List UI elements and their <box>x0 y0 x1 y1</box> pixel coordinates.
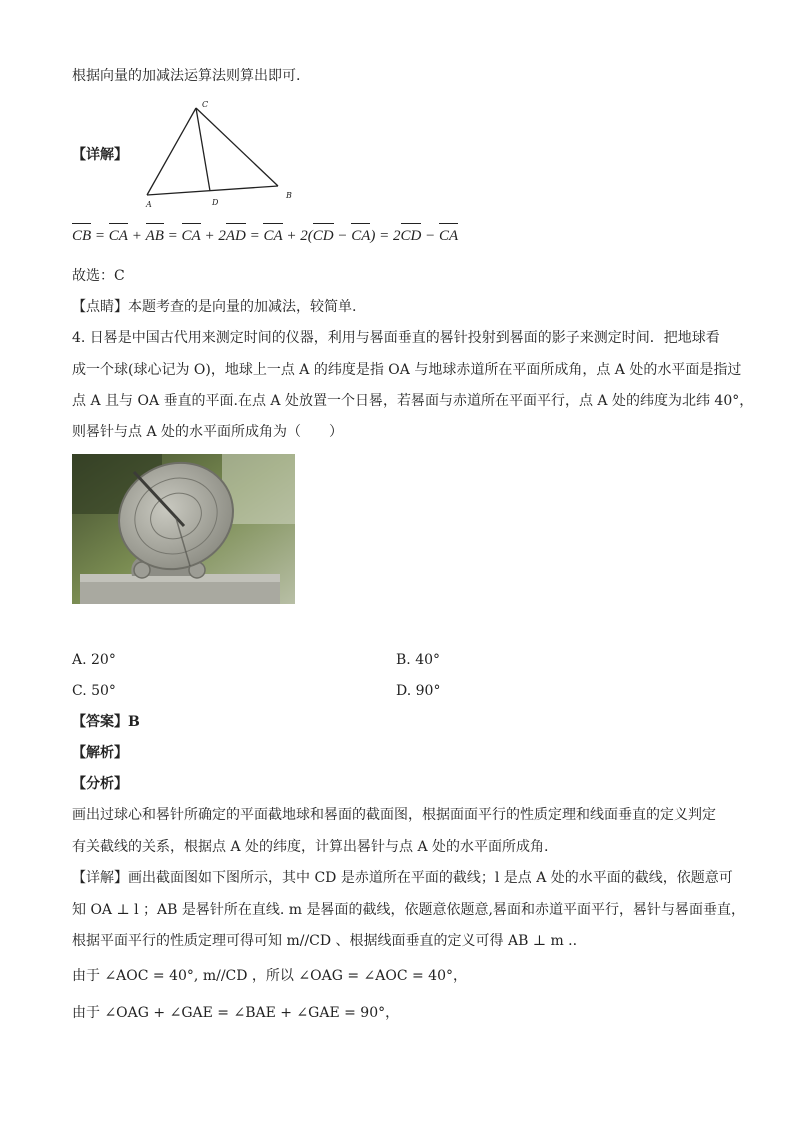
detail-label: 【详解】 <box>72 147 128 163</box>
vec-cd: CD <box>400 228 422 244</box>
label-c: C <box>202 100 209 109</box>
question-line-2: 成一个球(球心记为 O)，地球上一点 A 的纬度是指 OA 与地球赤道所在平面所成角，点 A 处的水平面是指过 <box>72 362 742 378</box>
eq-op: − <box>421 228 439 244</box>
label-d: D <box>212 198 219 207</box>
analysis-sub-label: 【分析】 <box>72 776 128 792</box>
comment-line: 【点睛】本题考查的是向量的加减法，较简单. <box>72 299 357 315</box>
detail-line-3: 根据平面平行的性质定理可得可知 m//CD 、根据线面垂直的定义可得 AB ⊥ m .. <box>72 933 578 949</box>
analysis-line-1: 画出过球心和晷针所确定的平面截地球和晷面的截面图，根据面面平行的性质定理和线面垂直的定义判定 <box>72 807 716 823</box>
question-line-4: 则晷针与点 A 处的水平面所成角为（ ） <box>72 424 344 440</box>
vec-cd: CD <box>312 228 334 244</box>
detail-line-2: 知 OA ⊥ l ；AB 是晷针所在直线. m 是晷面的截线，依题意依题意,晷面和赤道平面平行，晷针与晷面垂直， <box>72 902 745 918</box>
triangle-median-cd <box>196 108 210 191</box>
vec-ca: CA <box>108 228 128 244</box>
question-line-1: 4. 日晷是中国古代用来测定时间的仪器，利用与晷面垂直的晷针投射到晷面的影子来测定时间．把地球看 <box>72 330 720 346</box>
eq-op: − <box>333 228 352 244</box>
intro-line: 根据向量的加减法运算法则算出即可. <box>72 68 301 84</box>
triangle-side-cb <box>196 108 278 186</box>
answer-choice: 故选：C <box>72 268 125 284</box>
detail-line-1: 【详解】画出截面图如下图所示，其中 CD 是赤道所在平面的截线；l 是点 A 处的水平面的截线，依题意可 <box>72 870 733 886</box>
eq-op: + 2 <box>200 228 226 244</box>
eq-op: = <box>91 228 109 244</box>
step-1: 由于 ∠AOC = 40°, m//CD ，所以 ∠OAG = ∠AOC = 40°， <box>72 968 467 984</box>
option-b: B. 40° <box>396 652 441 668</box>
triangle-side-ab <box>147 186 278 195</box>
option-d: D. 90° <box>396 683 441 699</box>
sundial-photo <box>72 454 295 604</box>
eq-op: + <box>127 228 146 244</box>
analysis-label: 【解析】 <box>72 745 128 761</box>
eq-op: = <box>245 228 264 244</box>
vec-ca: CA <box>439 228 459 244</box>
vec-ca: CA <box>181 228 201 244</box>
vector-equation <box>72 226 458 246</box>
step-2: 由于 ∠OAG + ∠GAE = ∠BAE + ∠GAE = 90°， <box>72 1005 400 1021</box>
eq-op: = <box>163 228 182 244</box>
vec-ab: AB <box>145 228 164 244</box>
triangle-side-ca <box>147 108 196 195</box>
answer-line: 【答案】B <box>72 714 140 730</box>
triangle-figure <box>138 98 298 210</box>
vec-ca: CA <box>263 228 283 244</box>
eq-op: + 2( <box>282 228 313 244</box>
vec-cb: CB <box>72 228 92 244</box>
option-a: A. 20° <box>72 652 116 668</box>
option-c: C. 50° <box>72 683 116 699</box>
label-b: B <box>286 191 292 200</box>
question-line-3: 点 A 且与 OA 垂直的平面.在点 A 处放置一个日晷，若晷面与赤道所在平面平行，点 A 处的纬度为北纬 40°， <box>72 393 754 409</box>
eq-op: ) = 2 <box>370 228 401 244</box>
vec-ad: AD <box>225 228 246 244</box>
label-a: A <box>146 200 152 209</box>
vec-ca: CA <box>351 228 371 244</box>
analysis-line-2: 有关截线的关系，根据点 A 处的纬度，计算出晷针与点 A 处的水平面所成角. <box>72 839 549 855</box>
